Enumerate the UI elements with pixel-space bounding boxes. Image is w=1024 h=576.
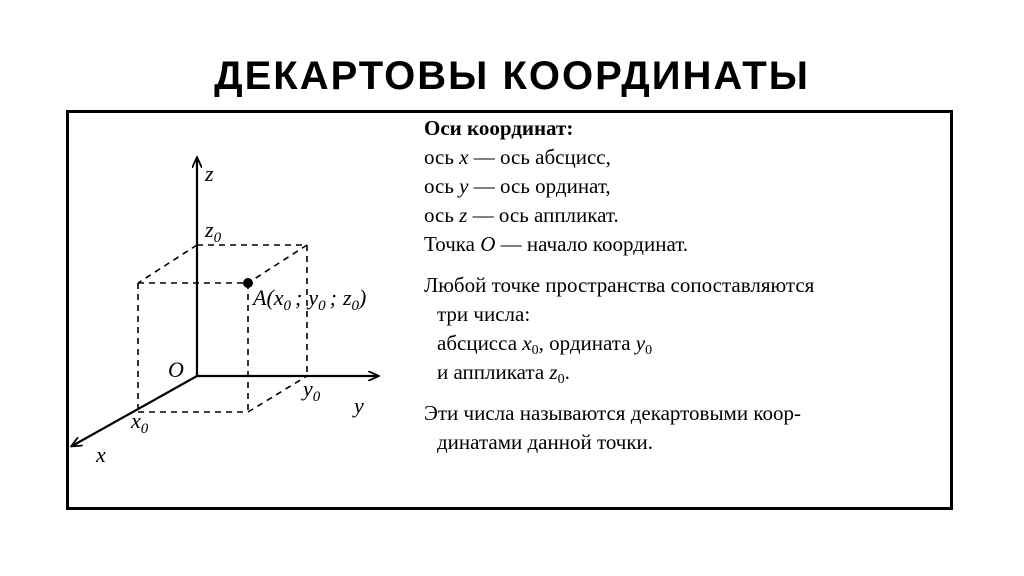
bottom-right-edge [248,376,307,412]
x0-label: $x_0$ [131,408,149,437]
coordinate-diagram [0,0,420,520]
parallelepiped-edges [138,245,307,412]
x-axis-description: ось x — ось абсцисс, [424,145,611,169]
y-axis-description: ось y — ось ординат, [424,174,611,198]
y0-label: $y_0$ [303,376,321,405]
x-axis-label: x [96,442,106,467]
paragraph-2-line-1: Эти числа называются декартовыми коор- [424,401,801,425]
page-title: ДЕКАРТОВЫ КООРДИНАТЫ [214,54,810,98]
paragraph-1-line-4: и аппликата $z_0$. [437,360,570,387]
origin-description: Точка O — начало координат. [424,232,689,256]
paragraph-1-line-3: абсцисса $x_0$, ордината $y_0$ [437,331,653,358]
paragraph-1-line-1: Любой точке пространства сопоставляются [424,273,815,297]
y-axis-label: y [354,393,364,418]
z0-label: $z_0$ [205,217,222,246]
top-left-edge [138,245,197,283]
z-axis-description: ось z — ось аппликат. [424,203,619,227]
z-axis-label: z [205,161,214,186]
axes-header: Оси координат: [424,116,574,140]
point-a-dot [243,278,253,288]
paragraph-2-line-2: динатами данной точки. [437,430,654,454]
point-a-label: $A(x_0$ ; $y_0$ ; $z_0$) [253,285,367,314]
top-right-edge [248,245,307,283]
paragraph-1-line-2: три числа: [437,302,531,326]
description-text [424,114,954,457]
origin-label: O [168,357,184,382]
